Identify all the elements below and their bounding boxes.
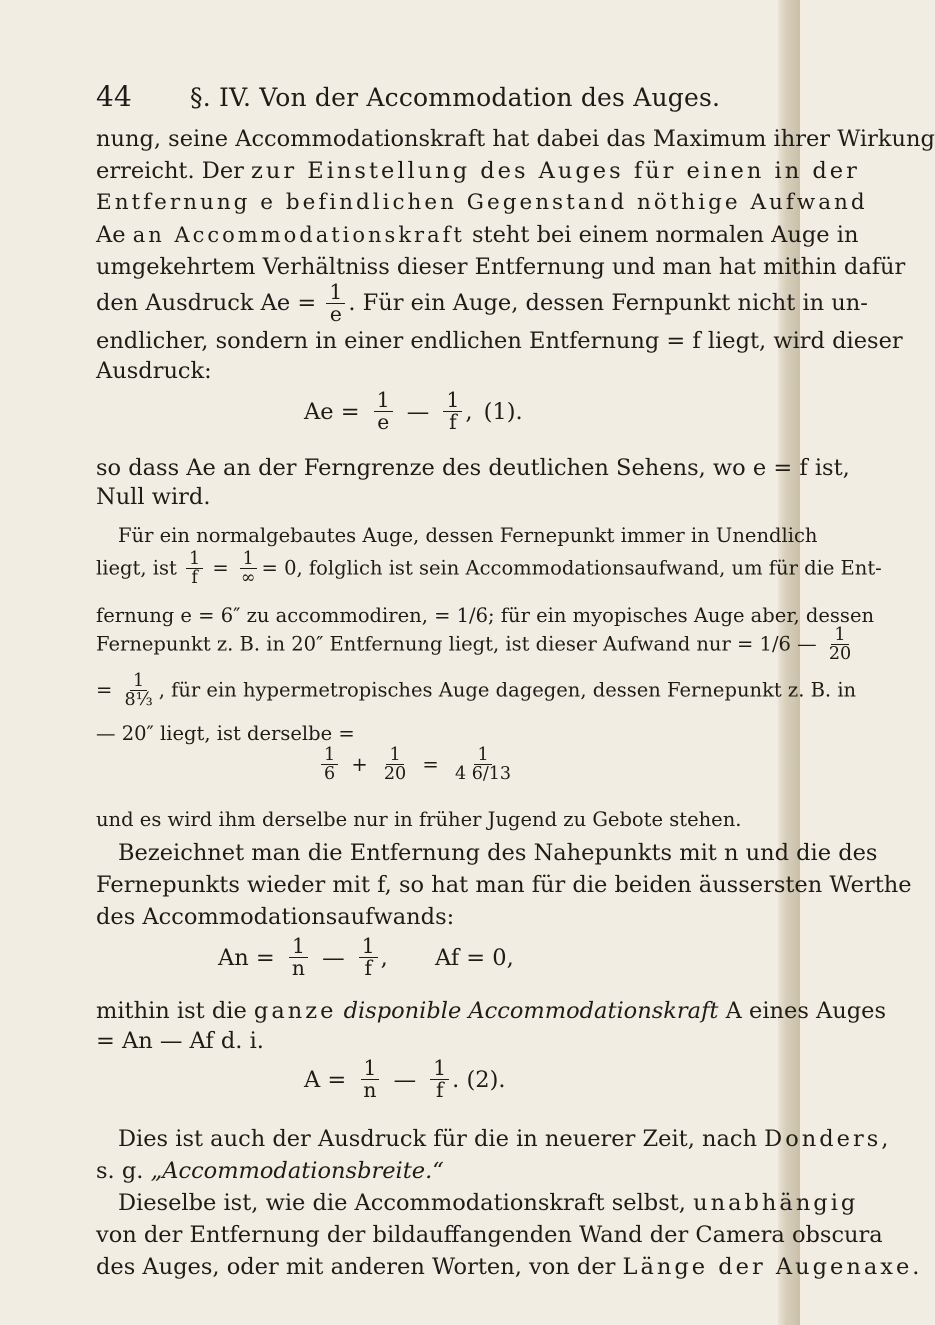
text-line: Fernepunkts wieder mit f, so hat man für die beiden äussersten Werthe: [96, 872, 912, 898]
equation-extremes: An = $\frac{1}{n}$ — $\frac{1}{f}$ , Af = 0,: [218, 934, 514, 981]
text-line: = An — Af d. i.: [96, 1028, 264, 1054]
text-line: des Auges, oder mit anderen Worten, von der Länge der Augenaxe.: [96, 1254, 923, 1280]
equation-1: Ae = $\frac{1}{e}$ — $\frac{1}{f}$ , (1).: [304, 388, 523, 435]
text-line: des Accommodationsaufwands:: [96, 904, 455, 930]
text-line: Für ein normalgebautes Auge, dessen Fernepunkt immer in Unendlich: [118, 524, 818, 547]
text-line: nung, seine Accommodationskraft hat dabei das Maximum ihrer Wirkung: [96, 126, 935, 152]
text-line-with-fraction: den Ausdruck Ae = $\frac{1}{e}$ . Für ein Auge, dessen Fernpunkt nicht in un-: [96, 280, 868, 327]
text-line: umgekehrtem Verhältniss dieser Entfernung und man hat mithin dafür: [96, 254, 906, 280]
equation-2: A = $\frac{1}{n}$ — $\frac{1}{f}$ . (2).: [304, 1056, 506, 1103]
running-head-title: §. IV. Von der Accommodation des Auges.: [190, 83, 721, 112]
text-line-with-fraction: liegt, ist $\frac{1}{f}$ = $\frac{1}{\infty}$ = 0, folglich ist sein Accommodationsaufwand, um für die Ent-: [96, 549, 882, 589]
fraction: $\frac{1}{e}$: [326, 282, 345, 326]
equation-hypermetropic: $\frac{1}{6}$ + $\frac{1}{20}$ = $\frac{1}{4 6/13}$: [318, 746, 517, 784]
text-line: endlicher, sondern in einer endlichen Entfernung = f liegt, wird dieser: [96, 328, 903, 354]
text-line: erreicht. Der zur Einstellung des Auges für einen in der: [96, 158, 860, 184]
text-line: fernung e = 6″ zu accommodiren, = 1/6; für ein myopisches Auge aber, dessen: [96, 604, 875, 627]
text-line: Null wird.: [96, 484, 211, 510]
text-line: — 20″ liegt, ist derselbe =: [96, 722, 355, 745]
text-line: Dieselbe ist, wie die Accommodationskraft selbst, unabhängig: [118, 1190, 859, 1216]
text-line: so dass Ae an der Ferngrenze des deutlichen Sehens, wo e = f ist,: [96, 455, 850, 481]
text-line: mithin ist die ganze disponible Accommodationskraft A eines Auges: [96, 998, 887, 1024]
text-line-with-fraction: = $\frac{1}{\text{8⅓}}$ , für ein hypermetropisches Auge dagegen, dessen Fernepunkt z. B. in: [96, 671, 857, 711]
text-line: Entfernung e befindlichen Gegenstand nöthige Aufwand: [96, 190, 868, 215]
text-line: s. g. „Accommodationsbreite.“: [96, 1158, 444, 1184]
text-line: von der Entfernung der bildauffangenden Wand der Camera obscura: [96, 1222, 883, 1248]
text-line-with-fraction: Fernepunkt z. B. in 20″ Entfernung liegt, ist dieser Aufwand nur = 1/6 — $\frac{1}{20}$: [96, 625, 852, 665]
text-line: Dies ist auch der Ausdruck für die in neuerer Zeit, nach Donders,: [118, 1126, 892, 1152]
running-header: [96, 80, 720, 113]
text-line: Ae an Accommodationskraft steht bei einem normalen Auge in: [96, 222, 859, 248]
text-line: und es wird ihm derselbe nur in früher Jugend zu Gebote stehen.: [96, 808, 742, 831]
text-line: Ausdruck:: [96, 358, 212, 384]
text-line: Bezeichnet man die Entfernung des Nahepunkts mit n und die des: [118, 840, 878, 866]
page-number: 44: [96, 80, 133, 113]
